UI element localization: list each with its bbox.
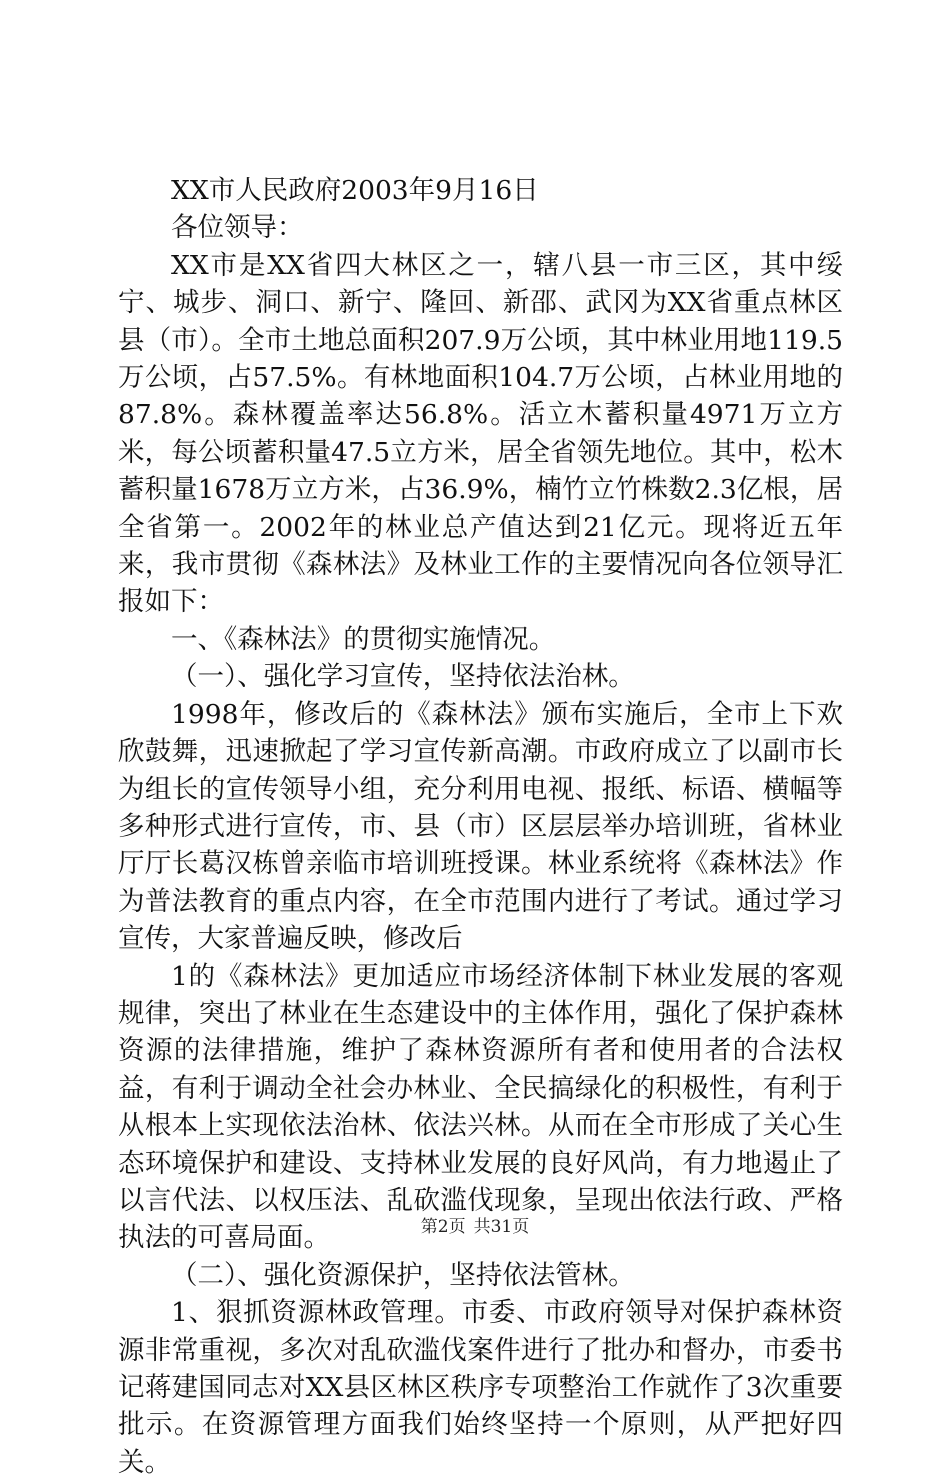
intro-paragraph: XX市是XX省四大林区之一，辖八县一市三区，其中绥宁、城步、洞口、新宁、隆回、新邵、武冈为XX省重点林区县（市）。全市土地总面积207.9万公顷，其中林业用地119.5万公顷，占57.5%。有林地面积104.7万公顷，占林业用地的87.8%。森林覆盖率达56.8%。活立木蓄积量4971万立方米，每公顷蓄积量47.5立方米，居全省领先地位。其中，松木蓄积量1678万立方米，占36.9%，楠竹立竹株数2.3亿根，居全省第一。2002年的林业总产值达到21亿元。现将近五年来，我市贯彻《森林法》及林业工作的主要情况向各位领导汇报如下： — [118, 249, 843, 618]
page-total: 共31页 — [473, 1217, 530, 1237]
salutation: 各位领导： — [171, 212, 304, 244]
body-paragraph: 1998年，修改后的《森林法》颁布实施后，全市上下欢欣鼓舞，迅速掀起了学习宣传新高潮。市政府成立了以副市长为组长的宣传领导小组，充分利用电视、报纸、标语、横幅等多种形式进行宣传，市、县（市）区层层举办培训班，省林业厅厅长葛汉栋曾亲临市培训班授课。林业系统将《森林法》作为普法教育的重点内容，在全市范围内进行了考试。通过学习宣传，大家普遍反映，修改后 — [118, 698, 843, 955]
page-number: 第2页 — [420, 1217, 466, 1237]
body-paragraph: 1的《森林法》更加适应市场经济体制下林业发展的客观规律，突出了林业在生态建设中的主体作用，强化了保护森林资源的法律措施，维护了森林资源所有者和使用者的合法权益，有利于调动全社会办林业、全民搞绿化的积极性，有利于从根本上实现依法治林、依法兴林。从而在全市形成了关心生态环境保护和建设、支持林业发展的良好风尚，有力地遏止了以言代法、以权压法、乱砍滥伐现象，呈现出依法行政、严格执法的可喜局面。 — [118, 960, 843, 1254]
body-paragraph: 1、狠抓资源林政管理。市委、市政府领导对保护森林资源非常重视，多次对乱砍滥伐案件进行了批办和督办，市委书记蒋建国同志对XX县区林区秩序专项整治工作就作了3次重要批示。在资源管理方面我们始终坚持一个原则，从严把好四关。 — [118, 1297, 843, 1478]
section-heading-1: 一、《森林法》的贯彻实施情况。 — [171, 623, 556, 655]
subsection-heading-2: （二）、强化资源保护，坚持依法管林。 — [171, 1259, 635, 1291]
date-line: XX市人民政府2003年9月16日 — [171, 175, 539, 206]
subsection-heading-1: （一）、强化学习宣传，坚持依法治林。 — [171, 661, 635, 693]
document-body — [118, 172, 843, 1481]
page-footer — [0, 1216, 950, 1238]
